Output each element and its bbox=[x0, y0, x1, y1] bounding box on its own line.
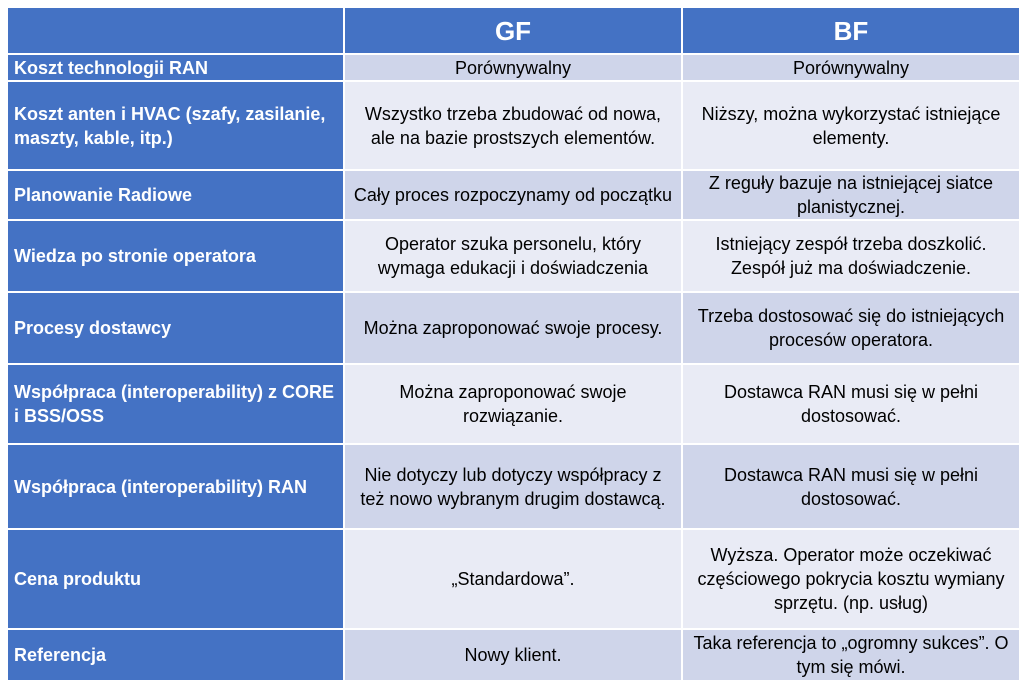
bf-cell: Dostawca RAN musi się w pełni dostosować. bbox=[682, 364, 1019, 444]
bf-cell: Taka referencja to „ogromny sukces”. O tym się mówi. bbox=[682, 629, 1019, 680]
row-label: Procesy dostawcy bbox=[7, 292, 344, 364]
table-row bbox=[7, 81, 1019, 170]
row-label: Referencja bbox=[7, 629, 344, 680]
gf-cell: Operator szuka personelu, który wymaga edukacji i doświadczenia bbox=[344, 220, 682, 292]
gf-cell: Nowy klient. bbox=[344, 629, 682, 680]
gf-cell: Wszystko trzeba zbudować od nowa, ale na bazie prostszych elementów. bbox=[344, 81, 682, 170]
bf-cell: Z reguły bazuje na istniejącej siatce planistycznej. bbox=[682, 170, 1019, 220]
bf-cell: Dostawca RAN musi się w pełni dostosować. bbox=[682, 444, 1019, 529]
comparison-table bbox=[6, 6, 1019, 680]
table-row bbox=[7, 444, 1019, 529]
table-row bbox=[7, 54, 1019, 81]
header-bf: BF bbox=[682, 7, 1019, 54]
table-row bbox=[7, 629, 1019, 680]
gf-cell: Nie dotyczy lub dotyczy współpracy z też nowo wybranym drugim dostawcą. bbox=[344, 444, 682, 529]
table-row bbox=[7, 292, 1019, 364]
row-label: Współpraca (interoperability) RAN bbox=[7, 444, 344, 529]
table-header-row bbox=[7, 7, 1019, 54]
bf-cell: Wyższa. Operator może oczekiwać częściowego pokrycia kosztu wymiany sprzętu. (np. usług) bbox=[682, 529, 1019, 629]
gf-cell: Można zaproponować swoje rozwiązanie. bbox=[344, 364, 682, 444]
gf-cell: Cały proces rozpoczynamy od początku bbox=[344, 170, 682, 220]
bf-cell: Niższy, można wykorzystać istniejące elementy. bbox=[682, 81, 1019, 170]
row-label: Wiedza po stronie operatora bbox=[7, 220, 344, 292]
row-label: Koszt technologii RAN bbox=[7, 54, 344, 81]
table-row bbox=[7, 170, 1019, 220]
row-label: Koszt anten i HVAC (szafy, zasilanie, maszty, kable, itp.) bbox=[7, 81, 344, 170]
gf-cell: „Standardowa”. bbox=[344, 529, 682, 629]
row-label: Planowanie Radiowe bbox=[7, 170, 344, 220]
bf-cell: Trzeba dostosować się do istniejących procesów operatora. bbox=[682, 292, 1019, 364]
row-label: Współpraca (interoperability) z CORE i BSS/OSS bbox=[7, 364, 344, 444]
table-row bbox=[7, 529, 1019, 629]
bf-cell: Porównywalny bbox=[682, 54, 1019, 81]
header-gf: GF bbox=[344, 7, 682, 54]
row-label: Cena produktu bbox=[7, 529, 344, 629]
header-corner-cell bbox=[7, 7, 344, 54]
table-row bbox=[7, 364, 1019, 444]
comparison-table-wrapper bbox=[6, 6, 1019, 680]
gf-cell: Porównywalny bbox=[344, 54, 682, 81]
gf-cell: Można zaproponować swoje procesy. bbox=[344, 292, 682, 364]
table-row bbox=[7, 220, 1019, 292]
bf-cell: Istniejący zespół trzeba doszkolić. Zespół już ma doświadczenie. bbox=[682, 220, 1019, 292]
